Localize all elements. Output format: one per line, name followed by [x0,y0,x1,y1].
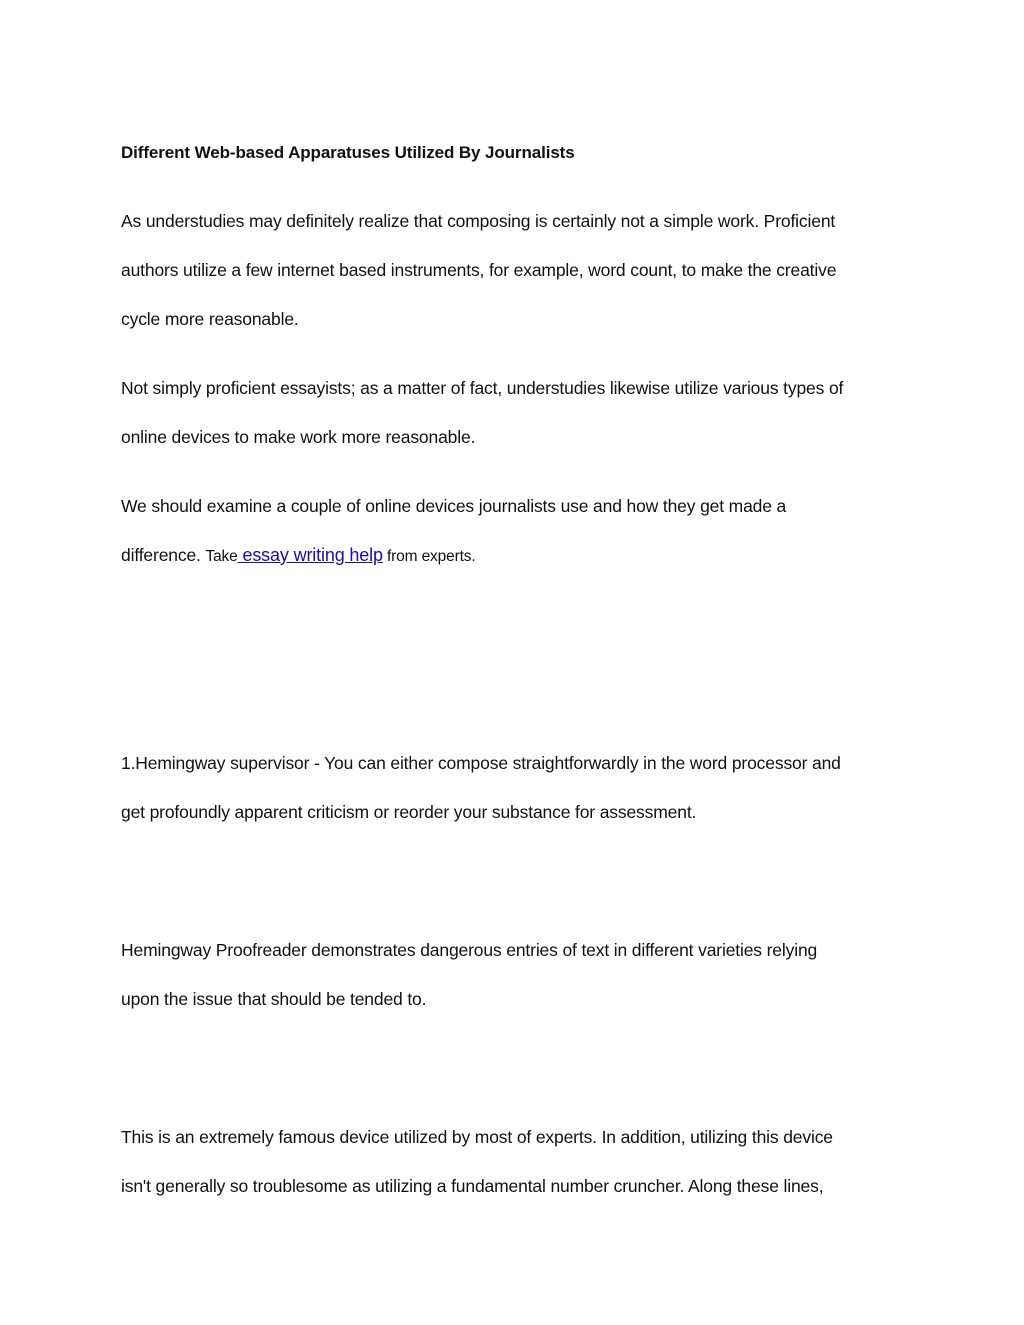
paragraph-line: 1.Hemingway supervisor - You can either compose straightforwardly in the word processor and [121,753,841,773]
paragraph-line: online devices to make work more reasonable. [121,427,476,447]
essay-writing-help-link[interactable]: essay writing help [237,545,383,565]
paragraph-line: upon the issue that should be tended to. [121,989,427,1009]
paragraph-line: isn't generally so troublesome as utilizing a fundamental number cruncher. Along these lines, [121,1176,824,1196]
paragraph-line-with-link [121,531,921,581]
paragraph-students [121,364,921,462]
take-text: Take [205,548,238,565]
paragraph-line: get profoundly apparent criticism or reorder your substance for assessment. [121,802,697,822]
paragraph-text: difference. [121,545,206,565]
paragraph-intro [121,197,921,344]
paragraph-line: cycle more reasonable. [121,309,299,329]
from-experts-text: from experts. [382,548,476,565]
paragraph-hemingway-supervisor [121,739,921,837]
paragraph-line: authors utilize a few internet based instruments, for example, word count, to make the creative [121,260,837,280]
paragraph-examine [121,482,921,581]
paragraph-line: Not simply proficient essayists; as a matter of fact, understudies likewise utilize various types of [121,378,844,398]
paragraph-line: Hemingway Proofreader demonstrates dangerous entries of text in different varieties relying [121,940,818,960]
paragraph-line: As understudies may definitely realize that composing is certainly not a simple work. Proficient [121,211,836,231]
paragraph-line: This is an extremely famous device utilized by most of experts. In addition, utilizing this device [121,1127,833,1147]
paragraph-famous-device [121,1113,921,1211]
paragraph-hemingway-proofreader [121,926,921,1024]
paragraph-line: We should examine a couple of online devices journalists use and how they get made a [121,496,787,516]
document-title: Different Web-based Apparatuses Utilized By Journalists [121,143,575,162]
